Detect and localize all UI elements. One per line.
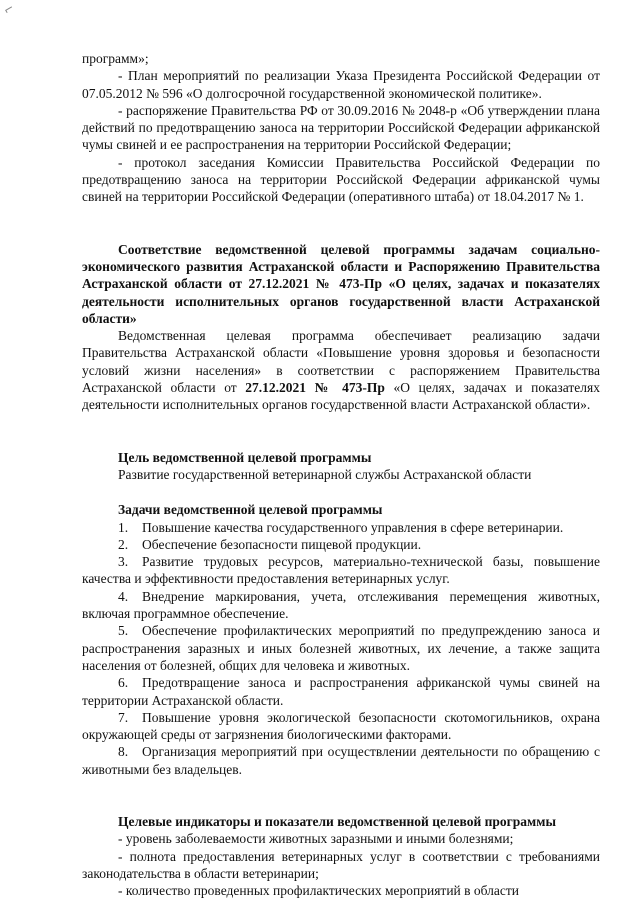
- task-item-5: 5. Обеспечение профилактических мероприятий по предупреждению заноса и распространения заразных и иных болезней животных, их лечение, а также защита населения от болезней, общих для человека и животных.: [82, 623, 600, 673]
- indicator-item-2: - полнота предоставления ветеринарных услуг в соответствии с требованиями законодательства в области ветеринарии;: [82, 848, 600, 881]
- intro-item-2: - распоряжение Правительства РФ от 30.09.2016 № 2048-р «Об утверждении плана действий по предотвращению заноса на территории Российской Федерации африканской чумы свиней и ее распространения на территории Российской Федерации;: [82, 102, 600, 153]
- indicators-list: [82, 830, 600, 899]
- compliance-body-bold: 27.12.2021 № 473-Пр: [245, 380, 385, 396]
- intro-item-3: - протокол заседания Комиссии Правительства Российской Федерации по предотвращению заноса на территории Российской Федерации африканской чумы свиней на территории Российской Федерации (оперативного штаба) от 18.04.2017 № 1.: [82, 154, 600, 205]
- corner-mark-icon: ⌐: [0, 0, 17, 18]
- task-item-8: 8. Организация мероприятий при осуществлении деятельности по обращению с животными без владельцев.: [82, 744, 600, 777]
- indicator-item-3: - количество проведенных профилактических мероприятий в области: [118, 883, 520, 899]
- indicator-item-1: - уровень заболеваемости животных заразными и иными болезнями;: [118, 831, 514, 847]
- task-item-1: 1. Повышение качества государственного управления в сфере ветеринарии.: [118, 519, 564, 535]
- task-item-4: 4. Внедрение маркирования, учета, отслеживания перемещения животных, включая программное обеспечение.: [82, 588, 600, 622]
- goal-text: Развитие государственной ветеринарной службы Астраханской области: [118, 466, 532, 482]
- compliance-body-before: Ведомственная целевая программа обеспечивает реализацию задачи Правительства Астраханской области «Повышение уровня здоровья и безопасности условий жизни населения» в соответствии с распоряжением Правительства Астраханской области от: [82, 328, 600, 396]
- task-item-7: 7. Повышение уровня экологической безопасности скотомогильников, охрана окружающей среды от загрязнения биологическими факторами.: [82, 709, 600, 743]
- intro-item-1: - План мероприятий по реализации Указа Президента Российской Федерации от 07.05.2012 № 596 «О долгосрочной государственной экономической политике».: [82, 68, 600, 101]
- task-item-3: 3. Развитие трудовых ресурсов, материально-технической базы, повышение качества и эффективности предоставления ветеринарных услуг.: [82, 554, 600, 587]
- top-fragment: программ»;: [82, 51, 149, 66]
- intro-list: [82, 67, 600, 205]
- compliance-body-after: «О целях, задачах и показателях деятельности исполнительных органов государственной власти Астраханской области».: [82, 380, 600, 413]
- indicators-heading: Целевые индикаторы и показатели ведомственной целевой программы: [118, 813, 556, 829]
- task-item-2: 2. Обеспечение безопасности пищевой продукции.: [118, 536, 422, 552]
- tasks-heading: Задачи ведомственной целевой программы: [118, 502, 383, 518]
- goal-heading: Цель ведомственной целевой программы: [118, 449, 372, 465]
- compliance-body: [82, 327, 600, 413]
- tasks-list: [82, 519, 600, 778]
- compliance-heading: Соответствие ведомственной целевой программы задачам социально-экономического развития Астраханской области и Распоряжению Правительства Астраханской области от 27.12.2021 № 473-Пр «О целях, задачах и показателях деятельности исполнительных органов государственной власти Астраханской области»: [82, 241, 600, 326]
- task-item-6: 6. Предотвращение заноса и распространения африканской чумы свиней на территории Астраханской области.: [82, 675, 600, 708]
